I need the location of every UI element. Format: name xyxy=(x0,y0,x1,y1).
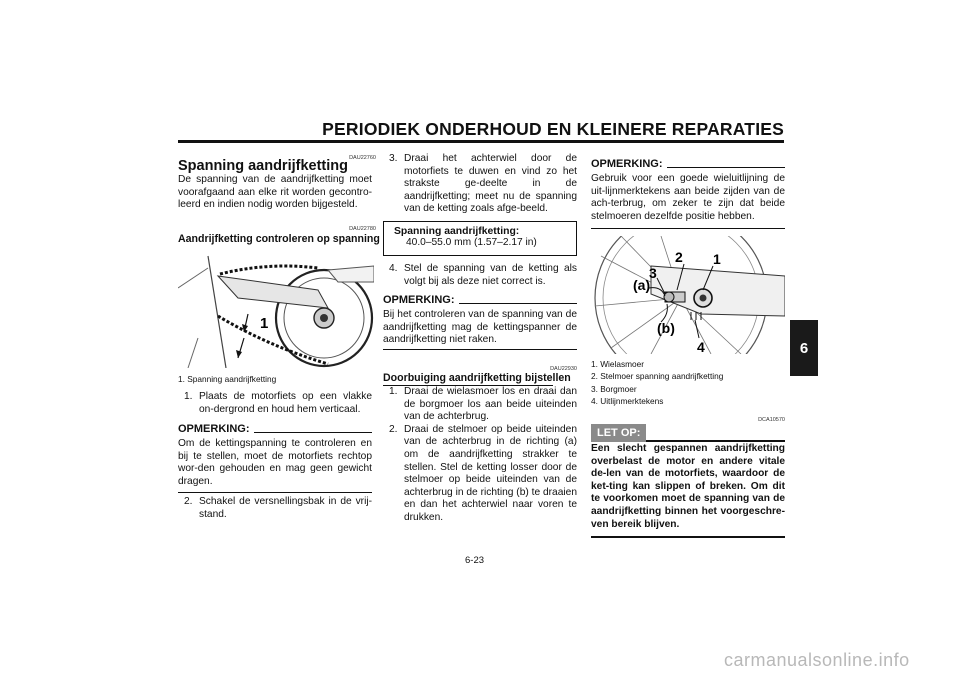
caution-divider xyxy=(591,536,785,538)
doc-code: DAU22760 xyxy=(349,155,376,161)
list-item: 4. Uitlijnmerktekens xyxy=(591,395,664,406)
step-list xyxy=(383,386,577,525)
note-heading: OPMERKING: xyxy=(383,294,577,306)
step-list xyxy=(383,153,577,216)
list-item: 1. Wielasmoer xyxy=(591,359,645,369)
list-item: 1. Draai de wielasmoer los en draai dan de borgmoer los aan beide uiteinden van de achterbrug. xyxy=(389,386,577,423)
note-text: Bij het controleren van de spanning van de aandrijfketting mag de kettingspanner de aandrijfketting niet raken. xyxy=(383,309,577,346)
step-list xyxy=(178,496,372,521)
note-heading: OPMERKING: xyxy=(178,423,372,435)
note-heading: OPMERKING: xyxy=(591,158,785,170)
figure-callout-1: 1 xyxy=(713,251,721,267)
list-item: 2. Draai de stelmoer op beide uiteinden van de achterbrug in de richting (a) om de aandrijfketting strakker te stellen. Stel de ketting losser door de stelmoer op beide uiteinden van de achterbrug in de richting (b) te draaien en dan het achterwiel naar voren te drukken. xyxy=(389,423,577,523)
figure-callout-3: 3 xyxy=(649,265,657,281)
caution-heading xyxy=(591,424,785,442)
figure-callout-2: 2 xyxy=(675,249,683,265)
page-number: 6-23 xyxy=(465,555,485,566)
note-divider xyxy=(591,228,785,229)
footer-watermark[interactable]: carmanualsonline.info xyxy=(724,650,910,670)
intro-paragraph: De spanning van de aandrijfketting moet voorafgaand aan elke rit worden gecontro-leerd en indien nodig worden bijgesteld. xyxy=(178,174,372,211)
list-item: 2. Stelmoer spanning aandrijfketting xyxy=(591,371,724,382)
note-divider xyxy=(383,349,577,350)
section-title: Spanning aandrijfketting xyxy=(178,158,348,174)
caution-text: Een slecht gespannen aandrijfketting overbelast de motor en andere vitale de-len van de motorfiets, waardoor de ket-ting kan slippen of breken. Om dit te voorkomen moet de spanning van de aandrijfketting binnen het voorgeschre-ven bereik blijven. xyxy=(591,443,785,530)
spec-label: Spanning aandrijfketting: xyxy=(394,226,520,237)
figure-caption: 1. Spanning aandrijfketting xyxy=(178,374,277,384)
figure-caption-list xyxy=(591,358,785,407)
step-list xyxy=(383,263,577,288)
chain-figure xyxy=(178,248,374,368)
list-item: 3. Draai het achterwiel door de motorfiets te duwen en vind zo het strakste ge-deelte in de aandrijfketting; meet nu de spanning van de ketting zoals afge-beeld. xyxy=(389,153,577,215)
figure-callout-b: (b) xyxy=(657,320,675,336)
header-rule xyxy=(178,140,784,143)
subsection-title: Doorbuiging aandrijfketting bijstellen xyxy=(383,372,571,384)
list-item: 3. Borgmoer xyxy=(591,383,637,394)
figure-callout-1: 1 xyxy=(260,315,269,332)
figure-callout-4: 4 xyxy=(697,339,705,354)
step-list xyxy=(178,391,372,416)
doc-code: DCA10570 xyxy=(758,417,785,423)
list-item: 2. Schakel de versnellingsbak in de vrij-stand. xyxy=(184,496,372,520)
spec-value: 40.0–55.0 mm (1.57–2.17 in) xyxy=(406,237,537,248)
list-item: 1. Plaats de motorfiets op een vlakke on-dergrond en houd hem verticaal. xyxy=(184,391,372,415)
spec-box xyxy=(383,221,577,256)
figure-callout-a: (a) xyxy=(633,277,651,293)
doc-code: DAU22930 xyxy=(550,366,577,372)
axle-figure xyxy=(591,236,785,354)
page-header-title: PERIODIEK ONDERHOUD EN KLEINERE REPARATIES xyxy=(322,119,784,139)
doc-code: DAU22780 xyxy=(349,226,376,232)
caution-badge: LET OP: xyxy=(591,424,646,442)
chapter-tab[interactable]: 6 xyxy=(790,320,818,376)
note-text: Om de kettingspanning te controleren en bij te stellen, moet de motorfiets rechtop wor-den gehouden en mag geen gewicht dragen. xyxy=(178,438,372,487)
note-divider xyxy=(178,492,372,493)
note-text: Gebruik voor een goede wieluitlijning de uit-lijnmerktekens aan beide zijden van de ach-terbrug, om zeker te zijn dat beide stelmoeren dezelfde positie hebben. xyxy=(591,173,785,222)
subsection-title: Aandrijfketting controleren op spanning xyxy=(178,233,380,245)
list-item: 4. Stel de spanning van de ketting als volgt bij als deze niet correct is. xyxy=(389,263,577,287)
